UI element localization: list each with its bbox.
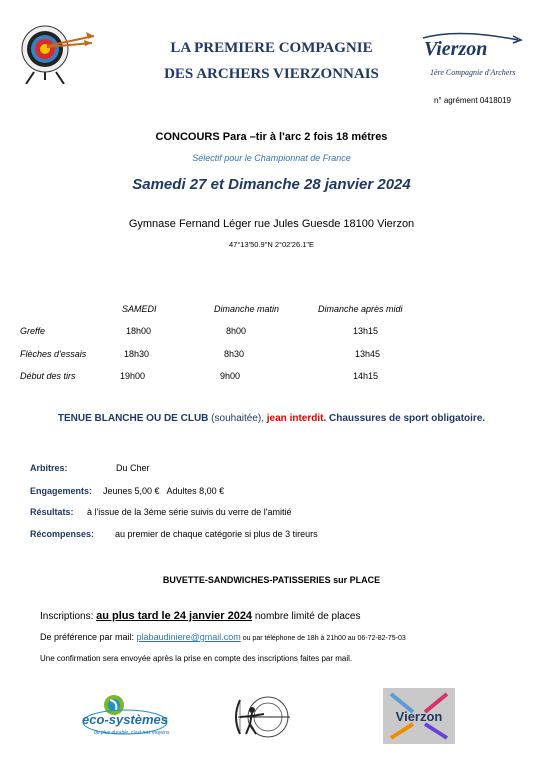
schedule-col-dimanche-matin: Dimanche matin — [214, 304, 280, 314]
schedule-cell: 19h00 — [120, 371, 146, 381]
email-link[interactable]: plabaudiniere@gmail.com — [136, 632, 241, 642]
schedule-row-label: Greffe — [20, 326, 46, 336]
event-dates: Samedi 27 et Dimanche 28 janvier 2024 — [132, 176, 411, 193]
archer-emblem-logo — [228, 692, 298, 742]
arbitres-label: Arbitres: — [30, 463, 68, 473]
schedule-cell: 13h45 — [355, 349, 381, 359]
schedule-cell: 18h00 — [126, 326, 152, 336]
inscriptions-line — [40, 610, 360, 622]
dress-code-line — [0, 413, 543, 424]
eco-systemes-name: eco-systèmes — [82, 712, 168, 727]
phone-text: ou par téléphone de 18h à 21h00 au 06-72-82-75-03 — [240, 635, 406, 642]
inscriptions-suffix: nombre limité de places — [252, 611, 361, 622]
resultats-value: à l'issue de la 3ème série suivis du verre de l'amitié — [87, 507, 292, 517]
arbitres-value: Du Cher — [116, 463, 150, 473]
schedule-cell: 8h30 — [224, 349, 245, 359]
mail-line — [40, 632, 406, 642]
schedule-row-label: Début des tirs — [20, 371, 76, 381]
vierzon-club-logo-subtitle: 1ère Compagnie d'Archers — [430, 68, 516, 77]
schedule-cell: 14h15 — [353, 371, 379, 381]
recompenses-value: au premier de chaque catégorie si plus de 3 tireurs — [115, 529, 318, 539]
dress-code-souhaitee: (souhaitée), — [208, 413, 267, 424]
inscriptions-prefix: Inscriptions: — [40, 611, 97, 622]
event-selectif: Sélectif pour le Championnat de France — [192, 153, 351, 163]
vierzon-city-logo — [383, 688, 455, 744]
eco-systemes-logo — [80, 692, 170, 742]
recompenses-label: Récompenses: — [30, 529, 95, 539]
event-location: Gymnase Fernand Léger rue Jules Guesde 18100 Vierzon — [128, 218, 415, 230]
inscriptions-deadline: au plus tard le 24 janvier 2024 — [96, 610, 253, 622]
vierzon-city-logo-name: Vierzon — [395, 709, 443, 724]
page-title-line2: DES ARCHERS VIERZONNAIS — [164, 66, 379, 82]
schedule-col-samedi: SAMEDI — [122, 304, 157, 314]
schedule-cell: 18h30 — [124, 349, 150, 359]
agrement-number: n° agrément 0418019 — [433, 96, 511, 105]
page-title-line1: LA PREMIERE COMPAGNIE — [170, 40, 373, 56]
dress-code-jean: jean interdit. — [266, 413, 327, 424]
schedule-cell: 8h00 — [226, 326, 247, 336]
schedule-row-label: Flèches d'essais — [20, 349, 87, 359]
dress-code-shoes: Chaussures de sport obligatoire. — [326, 413, 486, 424]
vierzon-club-logo-name: Vierzon — [424, 38, 488, 60]
eco-systemes-tagline: du plus durable, c'est nos moyens — [94, 730, 170, 736]
buvette-line: BUVETTE-SANDWICHES-PATISSERIES sur PLACE — [162, 575, 381, 585]
schedule-col-dimanche-apres-midi: Dimanche après midi — [318, 304, 403, 314]
mail-prefix: De préférence par mail: — [40, 632, 137, 642]
schedule-cell: 13h15 — [353, 326, 379, 336]
event-coordinates: 47°13'50.9"N 2°02'26.1"E — [228, 240, 315, 249]
resultats-label: Résultats: — [30, 507, 74, 517]
schedule-cell: 9h00 — [220, 371, 241, 381]
confirmation-text: Une confirmation sera envoyée après la prise en compte des inscriptions faites par mail. — [40, 654, 353, 663]
vierzon-club-logo — [418, 30, 528, 90]
dress-code-main: TENUE BLANCHE OU DE CLUB — [57, 413, 209, 424]
engagements-value: Jeunes 5,00 € Adultes 8,00 € — [103, 486, 225, 496]
event-title: CONCOURS Para –tir à l'arc 2 fois 18 métres — [155, 131, 388, 143]
engagements-label: Engagements: — [30, 486, 93, 496]
